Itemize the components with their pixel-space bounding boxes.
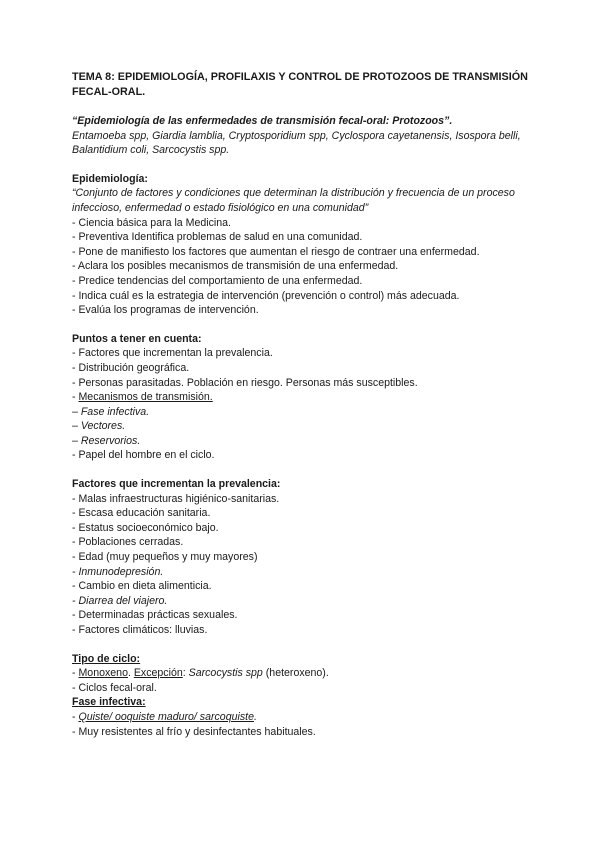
puntos-heading: Puntos a tener en cuenta:	[72, 332, 202, 345]
list-item: - Factores climáticos: lluvias.	[72, 624, 208, 636]
epidemiologia-list	[72, 216, 532, 318]
mecanismos-label: Mecanismos de transmisión.	[78, 391, 213, 404]
document-title: TEMA 8: EPIDEMIOLOGÍA, PROFILAXIS Y CONTROL DE PROTOZOOS DE TRANSMISIÓN FECAL-ORAL.	[72, 71, 528, 98]
list-item: - Predice tendencias del comportamiento de una enfermedad.	[72, 274, 363, 287]
fase-line-2: - Muy resistentes al frío y desinfectantes habituales.	[72, 725, 316, 738]
ciclo-dot: .	[127, 667, 134, 680]
factores-list	[72, 492, 532, 638]
fase-heading: Fase infectiva:	[72, 696, 146, 709]
sub-item-fase-infectiva: – Fase infectiva.	[72, 405, 150, 418]
list-item: - Preventiva Identifica problemas de salud en una comunidad.	[72, 231, 363, 244]
list-item: - Ciencia básica para la Medicina.	[72, 216, 231, 229]
document-content	[72, 70, 532, 739]
epidemiologia-heading: Epidemiología:	[72, 172, 148, 185]
list-item: - Aclara los posibles mecanismos de transmisión de una enfermedad.	[72, 260, 399, 273]
list-item: - Evalúa los programas de intervención.	[72, 304, 259, 317]
list-item: - Estatus socioeconómico bajo.	[72, 521, 219, 534]
sarcocystis-label: Sarcocystis spp	[188, 667, 263, 680]
list-item: - Cambio en dieta alimenticia.	[72, 580, 212, 593]
ciclo-line-1	[72, 666, 532, 681]
fase-prefix: -	[72, 710, 79, 723]
intro-heading: “Epidemiología de las enfermedades de transmisión fecal-oral: Protozoos”.	[72, 115, 453, 127]
list-item: - Determinadas prácticas sexuales.	[72, 609, 238, 622]
list-item: - Diarrea del viajero.	[72, 594, 168, 607]
fase-line-1	[72, 710, 532, 725]
list-item: - Escasa educación sanitaria.	[72, 507, 211, 520]
ciclo-heading: Tipo de ciclo:	[72, 652, 141, 665]
list-item: - Inmunodepresión.	[72, 565, 164, 578]
epidemiologia-definition: “Conjunto de factores y condiciones que determinan la distribución y frecuencia de un proceso infeccioso, enfermedad o estado fisiológico en una comunidad”	[72, 187, 515, 214]
list-item: - Indica cuál es la estrategia de intervención (prevención o control) más adecuada.	[72, 289, 460, 302]
sub-item-vectores: – Vectores.	[72, 420, 126, 433]
mecanismos-prefix: -	[72, 391, 79, 404]
list-item: - Distribución geográfica.	[72, 361, 190, 374]
ciclo-line-2: - Ciclos fecal-oral.	[72, 681, 157, 694]
quiste-label: Quiste/ ooquiste maduro/ sarcoquiste	[78, 710, 254, 723]
heteroxeno-label: (heteroxeno).	[262, 667, 329, 680]
ciclo-prefix: -	[72, 667, 79, 680]
list-item: - Malas infraestructuras higiénico-sanitarias.	[72, 492, 280, 505]
list-item: - Papel del hombre en el ciclo.	[72, 449, 215, 462]
excepcion-label: Excepción	[133, 667, 183, 680]
quiste-end: .	[253, 710, 257, 723]
monoxeno-label: Monoxeno	[78, 667, 128, 680]
list-item: - Edad (muy pequeños y muy mayores)	[72, 551, 258, 564]
list-item-mecanismos	[72, 390, 532, 405]
sub-item-reservorios: – Reservorios.	[72, 434, 141, 447]
list-item: - Poblaciones cerradas.	[72, 536, 184, 549]
factores-heading: Factores que incrementan la prevalencia:	[72, 478, 281, 491]
list-item: - Personas parasitadas. Población en riesgo. Personas más susceptibles.	[72, 376, 418, 389]
list-item: - Factores que incrementan la prevalencia.	[72, 347, 273, 360]
puntos-list	[72, 346, 532, 463]
ciclo-colon: :	[182, 667, 189, 680]
species-list: Entamoeba spp, Giardia lamblia, Cryptosporidium spp, Cyclospora cayetanensis, Isospora belli, Balantidium coli, Sarcocystis spp.	[72, 129, 521, 157]
list-item: - Pone de manifiesto los factores que aumentan el riesgo de contraer una enfermedad.	[72, 245, 480, 258]
